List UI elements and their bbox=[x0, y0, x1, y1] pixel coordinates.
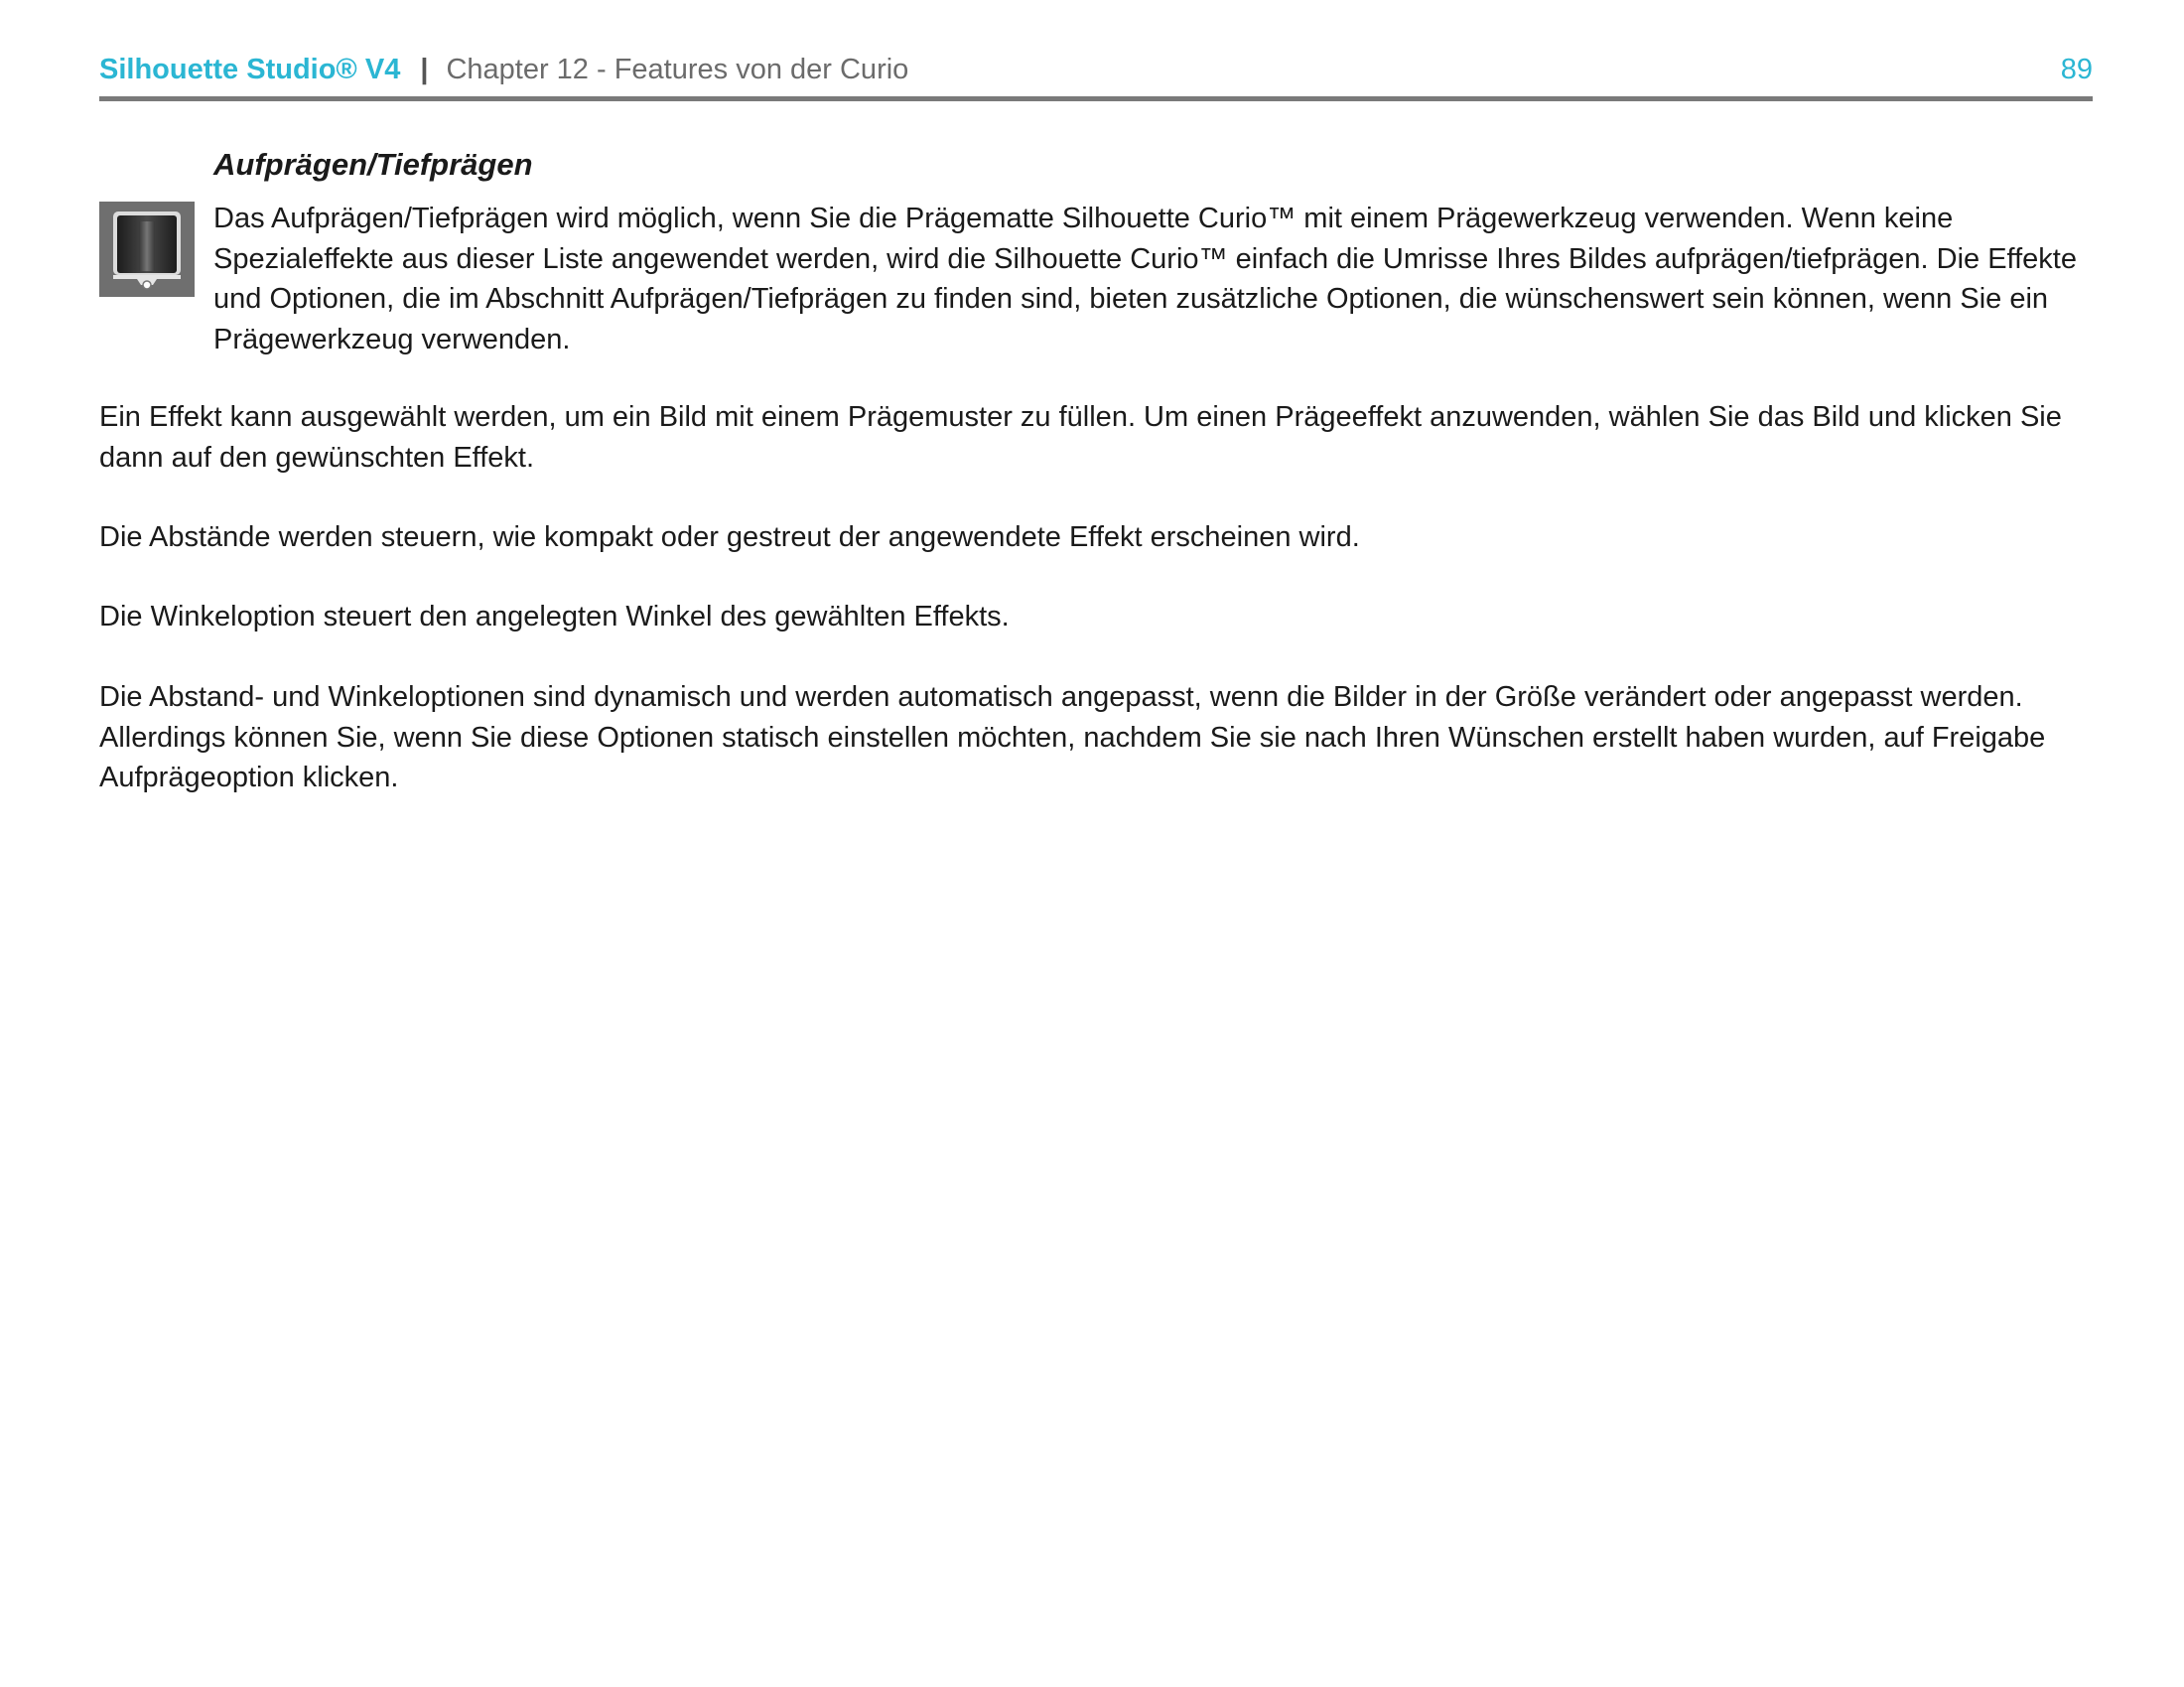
paragraph-text: Ein Effekt kann ausgewählt werden, um ein Bild mit einem Prägemuster zu füllen. Um einen Prägeeffekt anzuwenden, wählen Sie das Bild und klicken Sie dann auf den gewünschten Effekt. bbox=[99, 401, 2062, 474]
section-intro bbox=[213, 199, 2100, 359]
body-paragraph-3 bbox=[99, 597, 2100, 637]
header-divider bbox=[99, 96, 2093, 101]
body-paragraph-1 bbox=[99, 397, 2100, 478]
intro-paragraph: Das Aufprägen/Tiefprägen wird möglich, wenn Sie die Prägematte Silhouette Curio™ mit einem Prägewerkzeug verwenden. Wenn keine Spezialeffekte aus dieser Liste angewendet werden, wird die Silhouette Curio™ einfach die Umrisse Ihres Bildes aufprägen/tiefprägen. Die Effekte und Optionen, die im Abschnitt Aufprägen/Tiefprägen zu finden sind, bieten zusätzliche Optionen, die wünschenswert sein können, wenn Sie ein Prägewerkzeug verwenden. bbox=[213, 203, 2077, 355]
chapter-title: Chapter 12 - Features von der Curio bbox=[446, 54, 909, 85]
paragraph-text: Die Abstand- und Winkeloptionen sind dynamisch und werden automatisch angepasst, wenn die Bilder in der Größe verändert oder angepasst werden. Allerdings können Sie, wenn Sie diese Optionen statisch einstellen möchten, nachdem Sie sie nach Ihren Wünschen erstellt haben wurden, auf Freigabe Aufprägeoption klicken. bbox=[99, 681, 2046, 793]
page-number: 89 bbox=[2060, 54, 2093, 85]
brand-title: Silhouette Studio® V4 bbox=[99, 54, 401, 85]
embossing-tool-graphic bbox=[99, 202, 195, 297]
paragraph-text: Die Abstände werden steuern, wie kompakt oder gestreut der angewendete Effekt erscheinen wird. bbox=[99, 521, 1360, 553]
body-paragraph-4 bbox=[99, 677, 2100, 798]
section-title: Aufprägen/Tiefprägen bbox=[213, 147, 533, 182]
page-header bbox=[99, 50, 2093, 89]
header-separator: | bbox=[420, 54, 429, 85]
embossing-tool-icon bbox=[99, 202, 195, 297]
body-paragraph-2 bbox=[99, 517, 2100, 558]
paragraph-text: Die Winkeloption steuert den angelegten Winkel des gewählten Effekts. bbox=[99, 601, 1010, 633]
